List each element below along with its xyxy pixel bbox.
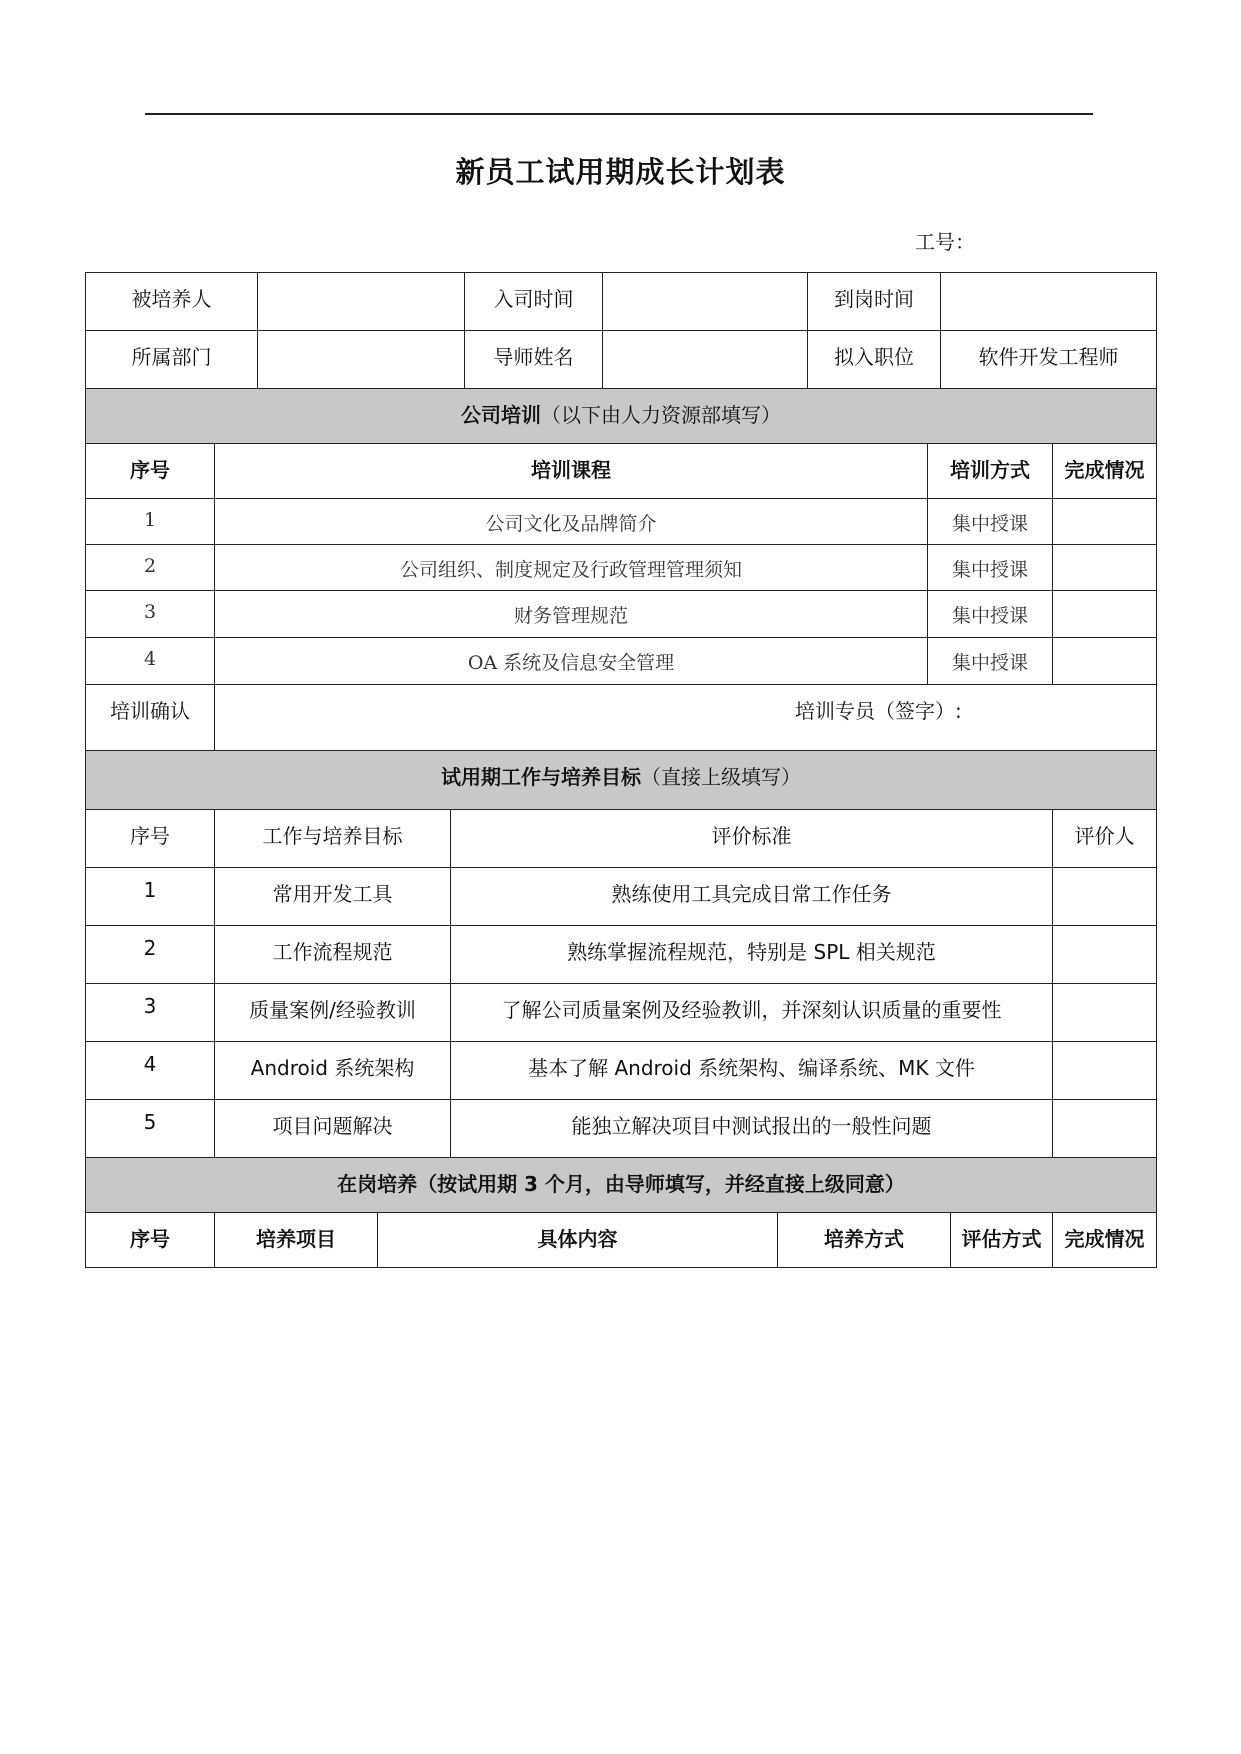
row-no: 4	[86, 1042, 215, 1100]
training-confirm-sign[interactable]: 培训专员（签字）:	[215, 685, 1157, 751]
company-training-table	[85, 388, 1157, 751]
row-goal: Android 系统架构	[215, 1042, 451, 1100]
row-goal: 常用开发工具	[215, 868, 451, 926]
row-course: 财务管理规范	[215, 591, 928, 638]
onsite-training-heading: 在岗培养（按试用期 3 个月，由导师填写，并经直接上级同意）	[86, 1158, 1157, 1213]
training-confirm-label: 培训确认	[86, 685, 215, 751]
employee-no-label: 工号：	[915, 230, 975, 254]
row-goal: 工作流程规范	[215, 926, 451, 984]
onboard-date-field[interactable]	[941, 273, 1157, 331]
row-no: 4	[86, 638, 215, 685]
col-header-eval: 评估方式	[951, 1213, 1053, 1268]
row-course: 公司组织、制度规定及行政管理管理须知	[215, 545, 928, 591]
company-training-heading	[86, 389, 1157, 444]
row-no: 1	[86, 499, 215, 545]
table-row	[86, 499, 1157, 545]
position-value: 软件开发工程师	[941, 331, 1157, 389]
onboard-date-label: 到岗时间	[808, 273, 941, 331]
row-reviewer-field[interactable]	[1053, 926, 1157, 984]
row-no: 2	[86, 545, 215, 591]
trainee-field[interactable]	[258, 273, 465, 331]
row-goal: 质量案例/经验教训	[215, 984, 451, 1042]
row-course: 公司文化及品牌简介	[215, 499, 928, 545]
mentor-label: 导师姓名	[465, 331, 603, 389]
col-header-status: 完成情况	[1053, 444, 1157, 499]
row-method: 集中授课	[928, 638, 1053, 685]
col-header-method: 培养方式	[778, 1213, 951, 1268]
row-goal: 项目问题解决	[215, 1100, 451, 1158]
page-title: 新员工试用期成长计划表	[455, 155, 786, 189]
col-header-reviewer: 评价人	[1053, 810, 1157, 868]
table-row	[86, 591, 1157, 638]
table-row	[86, 545, 1157, 591]
table-row	[86, 926, 1157, 984]
probation-goals-heading-title: 试用期工作与培养目标	[441, 765, 641, 789]
col-header-course: 培训课程	[215, 444, 928, 499]
col-header-status: 完成情况	[1053, 1213, 1157, 1268]
table-row	[86, 984, 1157, 1042]
dept-label: 所属部门	[86, 331, 258, 389]
row-reviewer-field[interactable]	[1053, 1100, 1157, 1158]
row-no: 1	[86, 868, 215, 926]
probation-goals-heading-note: （直接上级填写）	[641, 765, 801, 789]
row-no: 5	[86, 1100, 215, 1158]
row-status-field[interactable]	[1053, 591, 1157, 638]
row-method: 集中授课	[928, 499, 1053, 545]
row-standard: 能独立解决项目中测试报出的一般性问题	[451, 1100, 1053, 1158]
row-reviewer-field[interactable]	[1053, 984, 1157, 1042]
col-header-goal: 工作与培养目标	[215, 810, 451, 868]
col-header-method: 培训方式	[928, 444, 1053, 499]
header-rule	[145, 113, 1093, 115]
col-header-no: 序号	[86, 444, 215, 499]
row-standard: 了解公司质量案例及经验教训，并深刻认识质量的重要性	[451, 984, 1053, 1042]
table-row	[86, 638, 1157, 685]
row-standard: 基本了解 Android 系统架构、编译系统、MK 文件	[451, 1042, 1053, 1100]
mentor-field[interactable]	[603, 331, 808, 389]
company-training-heading-note: （以下由人力资源部填写）	[541, 403, 781, 427]
row-reviewer-field[interactable]	[1053, 868, 1157, 926]
col-header-no: 序号	[86, 1213, 215, 1268]
company-training-heading-title: 公司培训	[461, 403, 541, 427]
onsite-training-table	[85, 1157, 1157, 1268]
row-no: 3	[86, 591, 215, 638]
join-date-label: 入司时间	[465, 273, 603, 331]
row-status-field[interactable]	[1053, 638, 1157, 685]
dept-field[interactable]	[258, 331, 465, 389]
join-date-field[interactable]	[603, 273, 808, 331]
probation-goals-table	[85, 750, 1157, 1158]
table-row	[86, 868, 1157, 926]
col-header-item: 培养项目	[215, 1213, 378, 1268]
trainee-info-table	[85, 272, 1157, 389]
row-standard: 熟练使用工具完成日常工作任务	[451, 868, 1053, 926]
col-header-standard: 评价标准	[451, 810, 1053, 868]
row-method: 集中授课	[928, 545, 1053, 591]
row-no: 2	[86, 926, 215, 984]
table-row	[86, 1100, 1157, 1158]
row-standard: 熟练掌握流程规范，特别是 SPL 相关规范	[451, 926, 1053, 984]
row-no: 3	[86, 984, 215, 1042]
trainee-label: 被培养人	[86, 273, 258, 331]
col-header-no: 序号	[86, 810, 215, 868]
row-method: 集中授课	[928, 591, 1053, 638]
probation-goals-heading	[86, 751, 1157, 810]
row-status-field[interactable]	[1053, 499, 1157, 545]
table-row	[86, 1042, 1157, 1100]
row-status-field[interactable]	[1053, 545, 1157, 591]
col-header-content: 具体内容	[378, 1213, 778, 1268]
row-course: OA 系统及信息安全管理	[215, 638, 928, 685]
row-reviewer-field[interactable]	[1053, 1042, 1157, 1100]
position-label: 拟入职位	[808, 331, 941, 389]
